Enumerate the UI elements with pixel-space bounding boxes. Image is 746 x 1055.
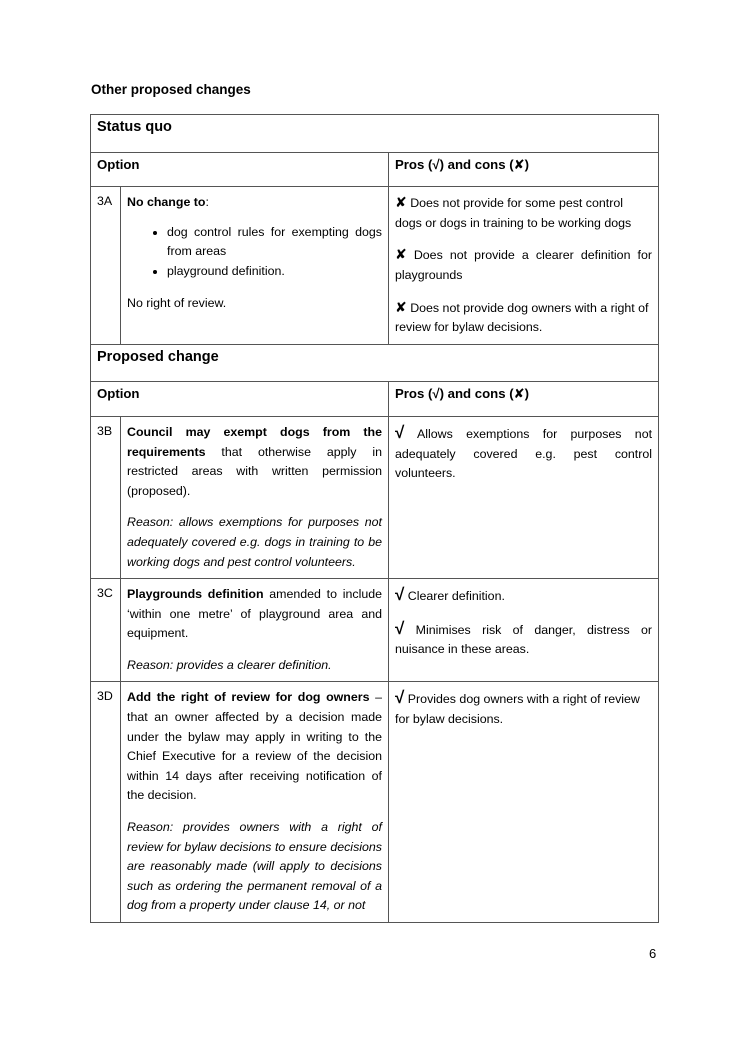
pros-cons-header: Pros (√) and cons (✘)	[389, 382, 659, 417]
page-number: 6	[649, 946, 657, 961]
proposed-change-title: Proposed change	[91, 344, 659, 382]
option-description	[121, 187, 389, 345]
option-header: Option	[91, 152, 389, 187]
options-table	[90, 114, 659, 923]
cross-icon: ✘	[395, 298, 407, 315]
reason-text: Reason: provides a clearer definition.	[127, 657, 332, 672]
pro-text: Allows exemptions for purposes not adequately covered e.g. pest control volunteers.	[395, 426, 653, 481]
bold-text: Playgrounds definition	[127, 587, 264, 602]
check-icon: √	[395, 585, 405, 605]
status-quo-header-row	[91, 152, 659, 187]
bold-text: Add the right of review for dog owners	[127, 690, 370, 705]
pros-cons-cell	[389, 416, 659, 578]
row-id: 3C	[91, 579, 121, 682]
bullet-list	[127, 223, 382, 282]
pros-cons-cell	[389, 187, 659, 345]
bold-text: Council may exempt dogs from the requirements	[127, 424, 382, 459]
pro-text: Provides dog owners with a right of review for bylaw decisions.	[395, 692, 640, 727]
pros-cons-cell	[389, 579, 659, 682]
row-id: 3A	[91, 187, 121, 345]
con-text: Does not provide for some pest control dogs or dogs in training to be working dogs	[395, 196, 632, 230]
con-text: Does not provide a clearer definition for playgrounds	[395, 248, 653, 282]
body-text: that otherwise apply in restricted areas with written permission (proposed).	[127, 444, 382, 498]
list-item: • dog control rules for exempting dogs from areas	[167, 223, 382, 262]
table-row-3c	[91, 579, 659, 682]
body-text: – that an owner affected by a decision made under the bylaw may apply in writing to the Chief Executive for a review of the decision within 14 days after receiving notification of the decision.	[127, 690, 382, 803]
row-id: 3D	[91, 682, 121, 923]
status-quo-section-row	[91, 115, 659, 153]
reason-text: Reason: allows exemptions for purposes not adequately covered e.g. dogs in training to be working dogs and pest control volunteers.	[127, 515, 382, 569]
reason-text: Reason: provides owners with a right of review for bylaw decisions to ensure decisions are reasonably made (will apply to decisions such as ordering the permanent removal of a dog from a property under clause 14, or not	[127, 820, 382, 913]
note-text: No right of review.	[127, 295, 227, 310]
con-text: Does not provide dog owners with a right of review for bylaw decisions.	[395, 300, 649, 335]
lead-text: No change to	[127, 195, 206, 210]
table-row-3a	[91, 187, 659, 345]
option-header: Option	[91, 382, 389, 417]
check-icon: √	[395, 422, 405, 442]
cross-icon: ✘	[395, 246, 407, 263]
check-icon: √	[395, 688, 405, 708]
option-description	[121, 682, 389, 923]
table-row-3d	[91, 682, 659, 923]
row-id: 3B	[91, 416, 121, 578]
proposed-change-header-row	[91, 382, 659, 417]
pro-text: Clearer definition.	[404, 589, 505, 604]
check-icon: √	[395, 618, 405, 638]
pro-text: Minimises risk of danger, distress or nuisance in these areas.	[395, 622, 653, 657]
proposed-change-section-row	[91, 344, 659, 382]
lead-suffix: :	[205, 195, 209, 210]
table-row-3b	[91, 416, 659, 578]
page-heading: Other proposed changes	[91, 82, 251, 97]
body-text: amended to include ‘within one metre’ of playground area and equipment.	[127, 587, 382, 641]
cross-icon: ✘	[395, 194, 407, 211]
list-item: • playground definition.	[167, 262, 382, 282]
pros-cons-cell	[389, 682, 659, 923]
option-description	[121, 416, 389, 578]
pros-cons-header: Pros (√) and cons (✘)	[389, 152, 659, 187]
option-description	[121, 579, 389, 682]
status-quo-title: Status quo	[91, 115, 659, 153]
